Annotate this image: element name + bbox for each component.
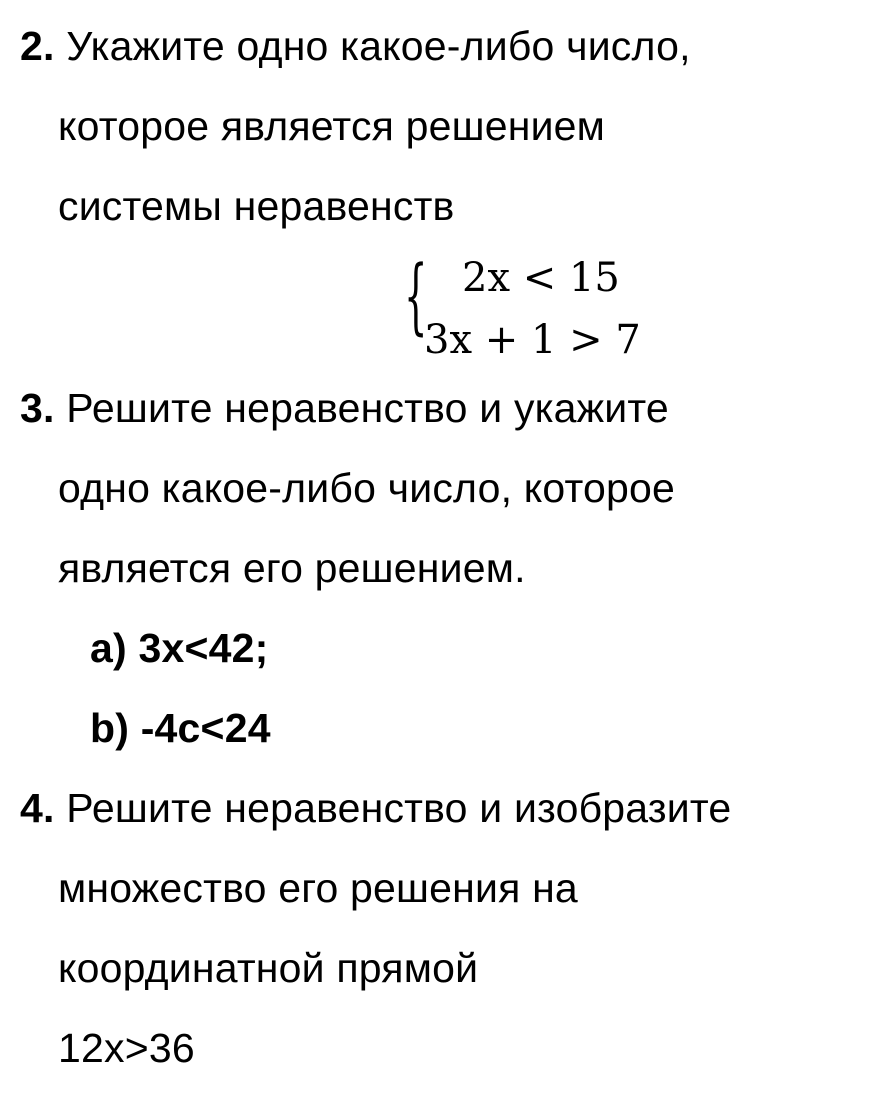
task-4-line-1 [20,784,731,832]
task-2-line-3 [58,182,455,230]
task-3-item-b: b) -4c<24 [90,705,271,751]
task-4-number: 4. [20,785,55,831]
task-4-text-3: координатной прямой [58,945,479,991]
system-inequality-2: 3x + 1 > 7 [424,317,641,363]
system-brace: { [404,249,428,344]
task-3-number: 3. [20,385,55,431]
task-3-text-1: Решите неравенство и укажите [66,385,669,431]
task-2-text-1: Укажите одно какое-либо число, [66,23,691,69]
task-3-line-1 [20,384,669,432]
task-4-text-2: множество его решения на [58,865,578,911]
task-4-line-3 [58,944,478,992]
task-3-text-3: является его решением. [58,545,526,591]
task-3-line-2 [58,464,675,512]
task-2-number: 2. [20,23,55,69]
task-4-text-1: Решите неравенство и изобразите [66,785,732,831]
task-3-item-a: a) 3x<42; [90,625,269,671]
task-2-line-2 [58,102,605,150]
task-2-text-2: которое является решением [58,103,606,149]
task-2-line-1 [20,22,691,70]
task-4-expression: 12x>36 [58,1025,195,1071]
task-4-line-2 [58,864,578,912]
system-inequality-1: 2x < 15 [462,255,620,301]
task-3-line-3 [58,544,526,592]
task-3-text-2: одно какое-либо число, которое [58,465,676,511]
task-2-text-3: системы неравенств [58,183,455,229]
